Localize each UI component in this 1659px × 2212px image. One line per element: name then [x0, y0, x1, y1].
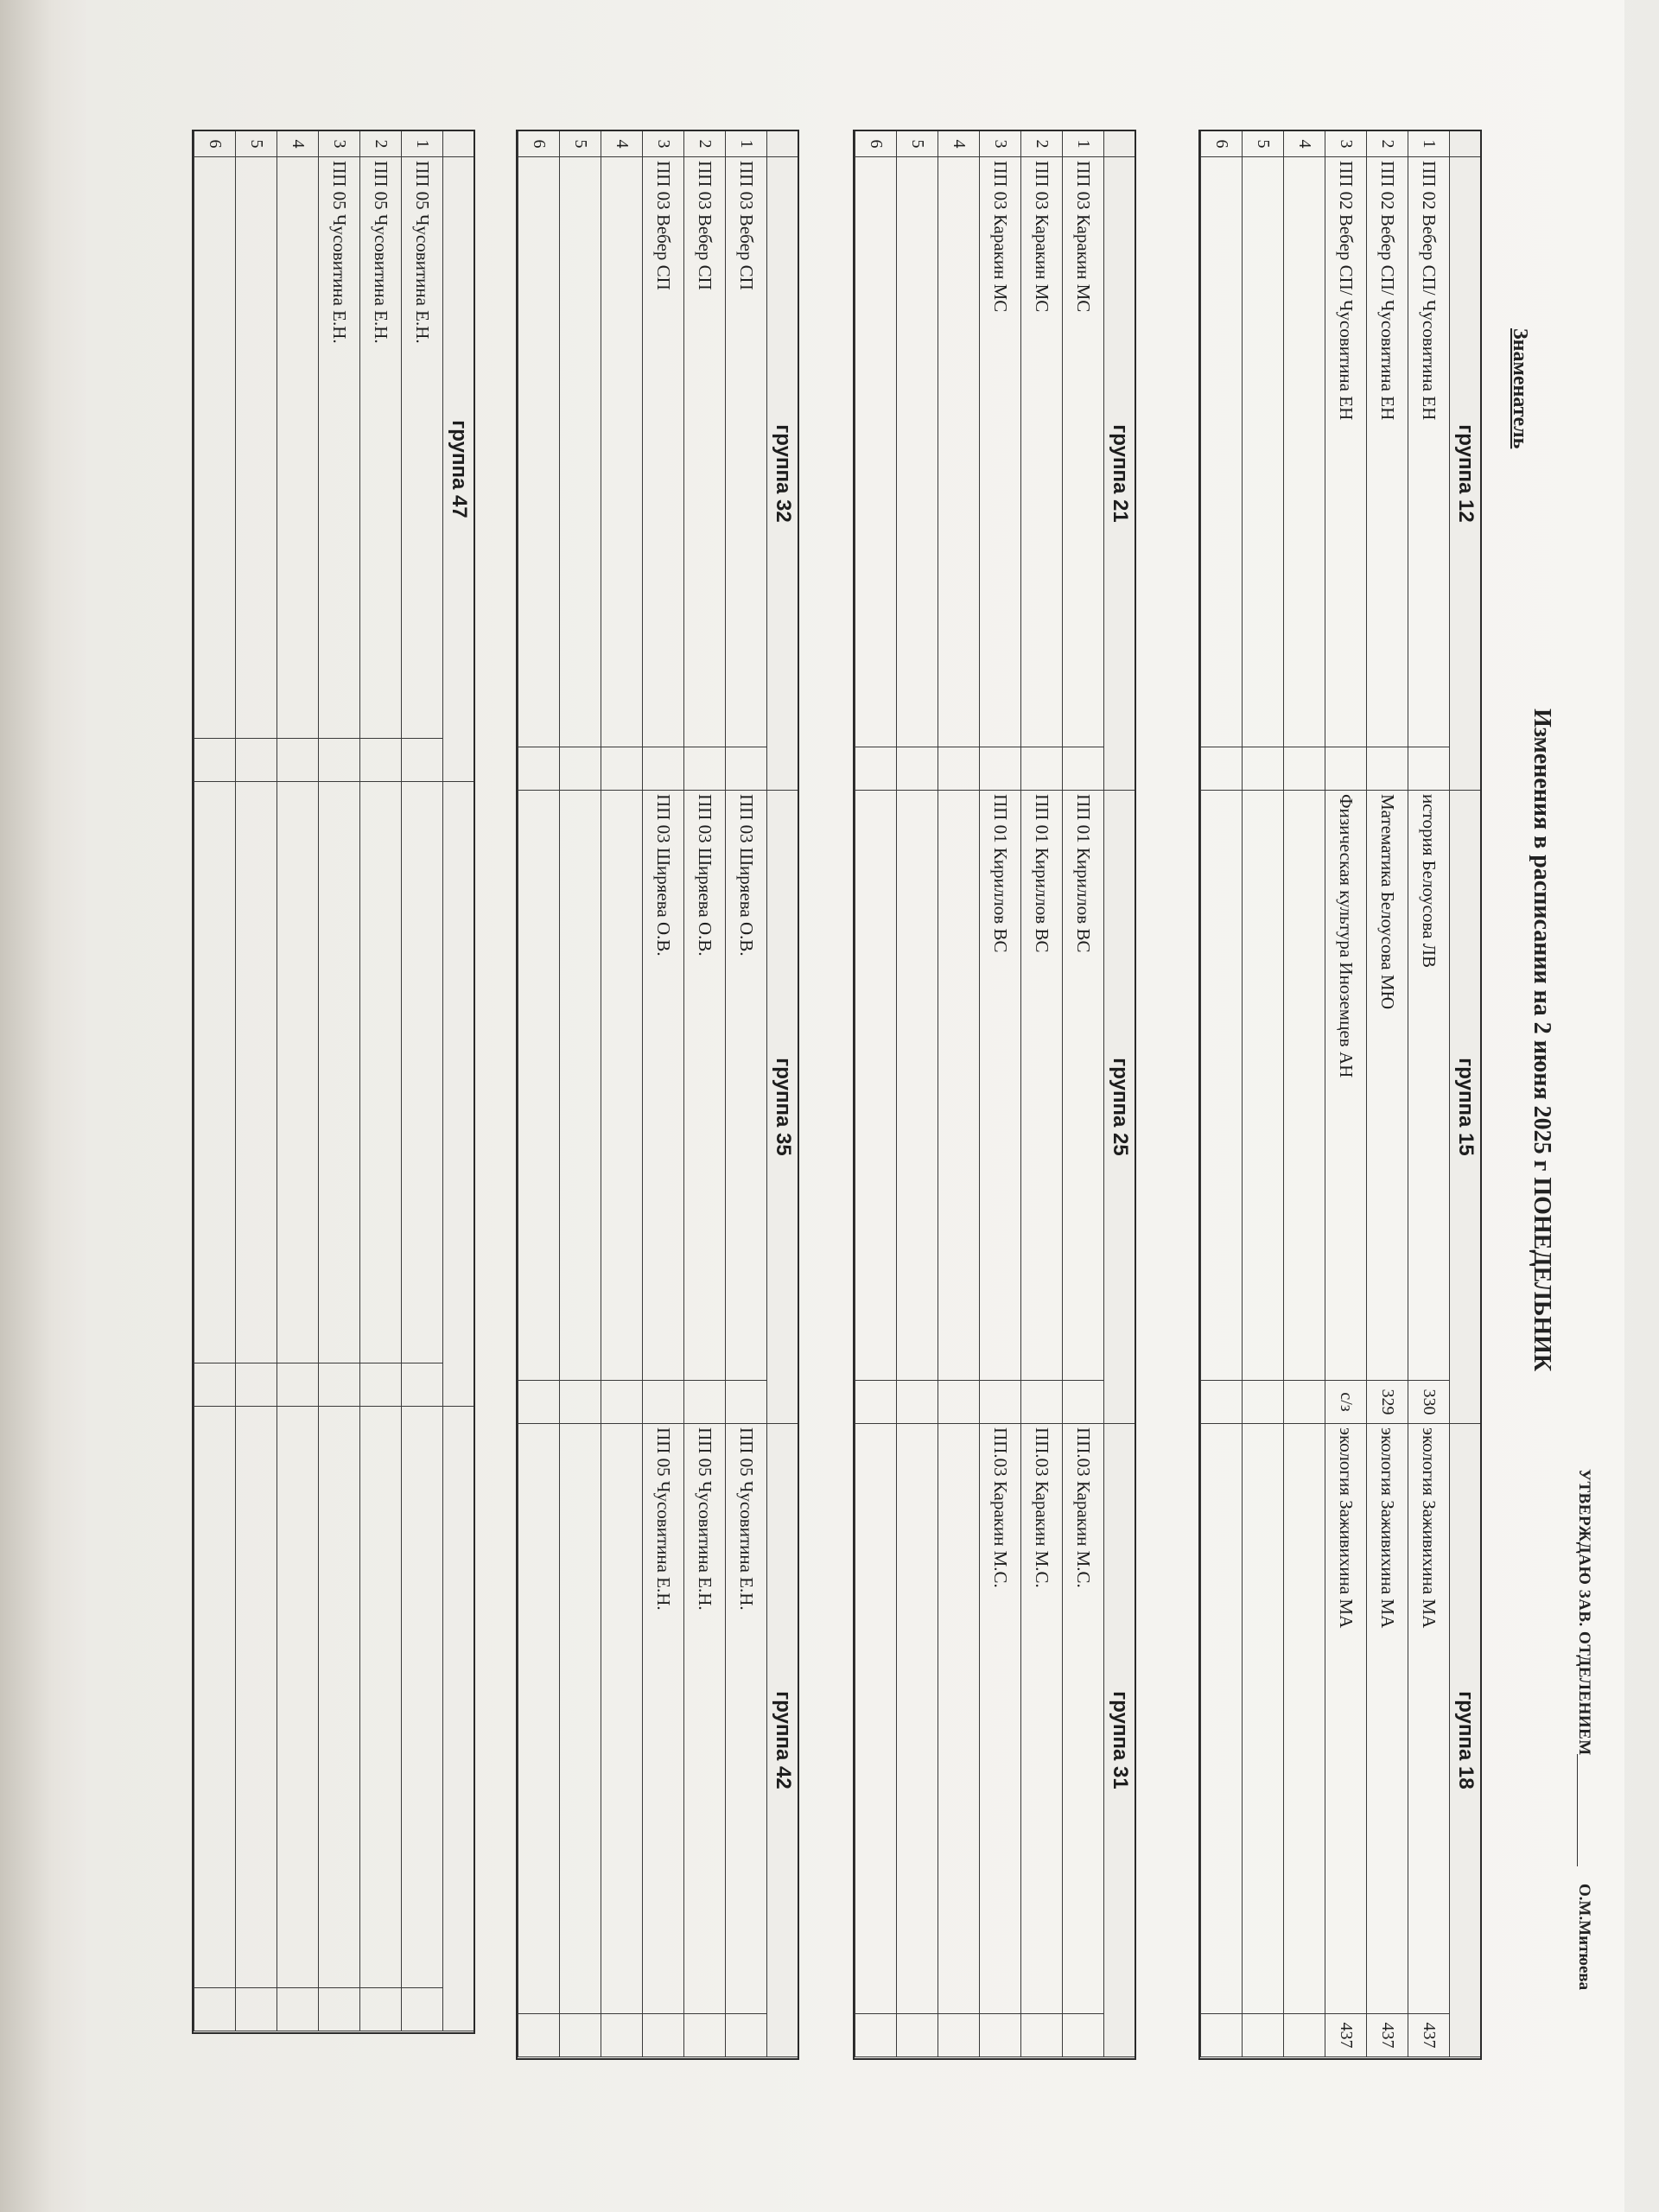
lesson-cell: ПП 05 Чусовитина Е.Н.	[401, 157, 442, 739]
lesson-cell-empty	[896, 791, 938, 1381]
room-cell	[979, 2014, 1020, 2057]
lesson-cell-empty	[1242, 157, 1283, 747]
lesson-cell: ПП.03 Каракин М.С.	[979, 1424, 1020, 2014]
lesson-number: 4	[601, 131, 642, 157]
document-title: Изменения в расписании на 2 июня 2025 г ПОНЕДЕЛЬНИК	[1529, 709, 1555, 1372]
room-cell	[683, 2014, 725, 2057]
room-cell	[1020, 747, 1062, 791]
room-cell	[642, 2014, 683, 2057]
lesson-cell-empty	[318, 1407, 359, 1988]
lesson-cell-empty	[359, 782, 401, 1363]
lesson-number: 1	[1062, 131, 1103, 157]
lesson-cell-empty	[559, 1424, 601, 2014]
lesson-cell-empty	[1200, 1424, 1242, 2014]
room-cell-empty	[401, 1363, 442, 1407]
room-cell-empty	[194, 1988, 235, 2031]
lesson-cell: ПП.03 Каракин М.С.	[1020, 1424, 1062, 2014]
approval-label: УТВЕРЖДАЮ ЗАВ. ОТДЕЛЕНИЕМ	[1575, 1469, 1593, 1756]
schedule-section	[516, 130, 799, 2060]
room-cell	[725, 747, 766, 791]
lesson-cell-empty	[194, 782, 235, 1363]
header-corner	[1103, 131, 1135, 157]
lesson-cell-empty	[401, 1407, 442, 1988]
lesson-cell: ПП 05 Чусовитина Е.Н.	[359, 157, 401, 739]
room-cell: 437	[1366, 2014, 1408, 2057]
room-cell-empty	[318, 1363, 359, 1407]
lesson-cell-empty	[1200, 791, 1242, 1381]
lesson-cell-empty	[194, 1407, 235, 1988]
room-cell	[318, 739, 359, 782]
room-cell-empty	[235, 739, 276, 782]
lesson-cell-empty	[559, 157, 601, 747]
group-header: группа 42	[766, 1424, 798, 2057]
lesson-cell: ПП 03 Каракин МС	[1062, 157, 1103, 747]
group-header-empty	[442, 782, 474, 1407]
lesson-cell: ПП 03 Ширяева О.В.	[725, 791, 766, 1381]
room-cell-empty	[1242, 1381, 1283, 1424]
lesson-cell-empty	[401, 782, 442, 1363]
lesson-cell-empty	[1283, 1424, 1325, 2014]
room-cell: с/з	[1325, 1381, 1366, 1424]
lesson-cell-empty	[855, 1424, 896, 2014]
lesson-cell: ПП.03 Каракин М.С.	[1062, 1424, 1103, 2014]
lesson-cell: ПП 03 Каракин МС	[1020, 157, 1062, 747]
week-type-label: Знаменатель	[1509, 328, 1531, 449]
room-cell-empty	[559, 2014, 601, 2057]
lesson-number: 2	[1366, 131, 1408, 157]
header-corner	[442, 131, 474, 157]
lesson-cell: ПП 03 Каракин МС	[979, 157, 1020, 747]
lesson-cell: ПП 03 Вебер СП	[725, 157, 766, 747]
lesson-cell-empty	[855, 157, 896, 747]
room-cell	[1408, 747, 1449, 791]
room-cell-empty	[518, 1381, 559, 1424]
lesson-number: 4	[938, 131, 979, 157]
room-cell-empty	[276, 739, 318, 782]
room-cell	[401, 739, 442, 782]
room-cell-empty	[1242, 2014, 1283, 2057]
lesson-cell-empty	[235, 782, 276, 1363]
group-header: группа 32	[766, 157, 798, 791]
lesson-cell: ПП 02 Вебер СП/ Чусовитина ЕН	[1325, 157, 1366, 747]
lesson-cell: ПП 01 Кириллов ВС	[1062, 791, 1103, 1381]
lesson-number: 6	[855, 131, 896, 157]
room-cell	[725, 2014, 766, 2057]
room-cell-empty	[896, 747, 938, 791]
lesson-cell-empty	[1200, 157, 1242, 747]
lesson-number: 4	[1283, 131, 1325, 157]
lesson-cell: экология Заживихина МА	[1325, 1424, 1366, 2014]
lesson-cell-empty	[518, 1424, 559, 2014]
group-header: группа 31	[1103, 1424, 1135, 2057]
room-cell-empty	[601, 1381, 642, 1424]
lesson-number: 1	[725, 131, 766, 157]
room-cell-empty	[401, 1988, 442, 2031]
lesson-cell-empty	[559, 791, 601, 1381]
lesson-cell-empty	[276, 1407, 318, 1988]
lesson-cell-empty	[601, 791, 642, 1381]
room-cell	[683, 1381, 725, 1424]
lesson-cell: экология Заживихина МА	[1366, 1424, 1408, 2014]
room-cell-empty	[518, 2014, 559, 2057]
lesson-cell: ПП 03 Вебер СП	[642, 157, 683, 747]
schedule-section	[192, 130, 475, 2034]
room-cell: 329	[1366, 1381, 1408, 1424]
lesson-cell-empty	[276, 157, 318, 739]
lesson-cell-empty	[938, 1424, 979, 2014]
lesson-cell: ПП 05 Чусовитина Е.Н.	[683, 1424, 725, 2014]
lesson-cell: ПП 01 Кириллов ВС	[979, 791, 1020, 1381]
lesson-cell-empty	[938, 157, 979, 747]
lesson-cell: ПП 03 Ширяева О.В.	[642, 791, 683, 1381]
room-cell-empty	[1242, 747, 1283, 791]
schedule-section	[1198, 130, 1482, 2060]
room-cell-empty	[896, 2014, 938, 2057]
lesson-cell-empty	[518, 157, 559, 747]
lesson-cell: Физическая культура Иноземцев АН	[1325, 791, 1366, 1381]
lesson-cell-empty	[938, 791, 979, 1381]
lesson-cell: ПП 05 Чусовитина Е.Н.	[725, 1424, 766, 2014]
room-cell-empty	[235, 1988, 276, 2031]
lesson-cell-empty	[896, 1424, 938, 2014]
lesson-cell: ПП 05 Чусовитина Е.Н.	[318, 157, 359, 739]
lesson-cell-empty	[855, 791, 896, 1381]
lesson-number: 2	[359, 131, 401, 157]
header-corner	[1449, 131, 1480, 157]
lesson-cell-empty	[359, 1407, 401, 1988]
room-cell-empty	[855, 747, 896, 791]
group-header: группа 15	[1449, 791, 1480, 1424]
room-cell-empty	[855, 1381, 896, 1424]
header-corner	[766, 131, 798, 157]
lesson-cell-empty	[235, 157, 276, 739]
room-cell-empty	[518, 747, 559, 791]
room-cell-empty	[318, 1988, 359, 2031]
room-cell-empty	[1200, 747, 1242, 791]
room-cell-empty	[276, 1988, 318, 2031]
lesson-number: 5	[1242, 131, 1283, 157]
room-cell	[979, 1381, 1020, 1424]
lesson-cell: ПП 02 Вебер СП/ Чусовитина ЕН	[1408, 157, 1449, 747]
lesson-cell-empty	[235, 1407, 276, 1988]
room-cell	[642, 1381, 683, 1424]
lesson-cell: экология Заживихина МА	[1408, 1424, 1449, 2014]
approver-name: О.М.Митюева	[1575, 1884, 1593, 1991]
room-cell	[359, 739, 401, 782]
room-cell: 437	[1408, 2014, 1449, 2057]
signature-line	[1577, 1754, 1578, 1866]
room-cell: 330	[1408, 1381, 1449, 1424]
schedule-sheet	[86, 0, 1624, 2212]
room-cell	[683, 747, 725, 791]
lesson-cell-empty	[896, 157, 938, 747]
lesson-number: 4	[276, 131, 318, 157]
lesson-cell-empty	[601, 1424, 642, 2014]
room-cell	[1020, 1381, 1062, 1424]
room-cell-empty	[938, 747, 979, 791]
room-cell-empty	[194, 1363, 235, 1407]
group-header: группа 25	[1103, 791, 1135, 1424]
room-cell-empty	[276, 1363, 318, 1407]
lesson-number: 1	[401, 131, 442, 157]
lesson-cell-empty	[318, 782, 359, 1363]
room-cell-empty	[559, 747, 601, 791]
room-cell	[1062, 2014, 1103, 2057]
room-cell	[979, 747, 1020, 791]
room-cell-empty	[235, 1363, 276, 1407]
group-header: группа 35	[766, 791, 798, 1424]
lesson-number: 1	[1408, 131, 1449, 157]
lesson-cell: ПП 01 Кириллов ВС	[1020, 791, 1062, 1381]
room-cell	[642, 747, 683, 791]
room-cell-empty	[1283, 2014, 1325, 2057]
lesson-number: 6	[518, 131, 559, 157]
lesson-number: 3	[318, 131, 359, 157]
room-cell	[1020, 2014, 1062, 2057]
group-header: группа 12	[1449, 157, 1480, 791]
room-cell-empty	[359, 1988, 401, 2031]
lesson-number: 5	[235, 131, 276, 157]
room-cell	[1366, 747, 1408, 791]
lesson-cell: ПП 05 Чусовитина Е.Н.	[642, 1424, 683, 2014]
group-header-empty	[442, 1407, 474, 2031]
room-cell-empty	[1283, 747, 1325, 791]
group-header: группа 21	[1103, 157, 1135, 791]
room-cell-empty	[359, 1363, 401, 1407]
lesson-cell: история Белоусова ЛВ	[1408, 791, 1449, 1381]
lesson-cell-empty	[1283, 791, 1325, 1381]
lesson-number: 5	[896, 131, 938, 157]
room-cell-empty	[855, 2014, 896, 2057]
lesson-number: 3	[979, 131, 1020, 157]
lesson-cell-empty	[194, 157, 235, 739]
lesson-number: 3	[642, 131, 683, 157]
lesson-cell: ПП 03 Ширяева О.В.	[683, 791, 725, 1381]
schedule-section	[853, 130, 1136, 2060]
room-cell-empty	[1200, 2014, 1242, 2057]
lesson-cell-empty	[1242, 791, 1283, 1381]
lesson-cell-empty	[276, 782, 318, 1363]
room-cell-empty	[896, 1381, 938, 1424]
room-cell-empty	[601, 2014, 642, 2057]
lesson-cell-empty	[1283, 157, 1325, 747]
lesson-cell-empty	[1242, 1424, 1283, 2014]
room-cell	[1062, 1381, 1103, 1424]
room-cell-empty	[1200, 1381, 1242, 1424]
lesson-number: 2	[683, 131, 725, 157]
room-cell	[1062, 747, 1103, 791]
lesson-cell-empty	[601, 157, 642, 747]
room-cell	[1325, 747, 1366, 791]
room-cell	[725, 1381, 766, 1424]
room-cell-empty	[938, 1381, 979, 1424]
lesson-number: 3	[1325, 131, 1366, 157]
lesson-number: 5	[559, 131, 601, 157]
lesson-cell: ПП 02 Вебер СП/ Чусовитина ЕН	[1366, 157, 1408, 747]
lesson-cell-empty	[518, 791, 559, 1381]
group-header: группа 18	[1449, 1424, 1480, 2057]
room-cell-empty	[1283, 1381, 1325, 1424]
room-cell-empty	[938, 2014, 979, 2057]
group-header: группа 47	[442, 157, 474, 782]
lesson-cell: ПП 03 Вебер СП	[683, 157, 725, 747]
room-cell: 437	[1325, 2014, 1366, 2057]
room-cell-empty	[194, 739, 235, 782]
lesson-number: 6	[1200, 131, 1242, 157]
room-cell-empty	[559, 1381, 601, 1424]
lesson-cell: Математика Белоусова МЮ	[1366, 791, 1408, 1381]
lesson-number: 2	[1020, 131, 1062, 157]
lesson-number: 6	[194, 131, 235, 157]
room-cell-empty	[601, 747, 642, 791]
